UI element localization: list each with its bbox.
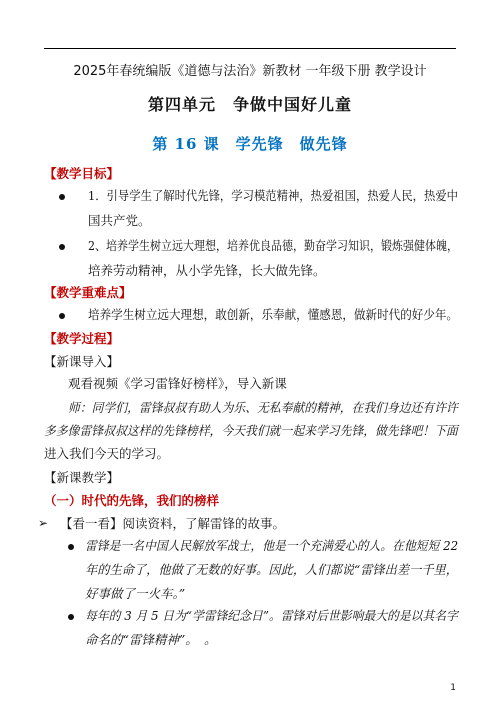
intro-heading: 【新课导入】 [44,354,120,369]
part-1-heading: （一）时代的先锋，我们的榜样 [44,493,220,508]
teaching-heading: 【新课教学】 [44,470,120,485]
lesson-title: 第 16 课 学先锋 做先锋 [152,135,348,153]
intro-paragraph-2-line-2: 多多像雷锋叔叔这样的先锋榜样，今天我们就一起来学习先锋，做先锋吧！下面 [44,423,458,438]
fact-2-line-1: 每年的 3 月 5 日为“学雷锋纪念日”。雷锋对后世影响最大的是以其名字 [85,608,458,623]
fact-1-line-1: 雷锋是一名中国人民解放军战士，他是一个充满爱心的人。在他短短 22 [85,538,459,553]
bullet-icon [59,244,65,250]
fact-2-line-2: 命名的“雷锋精神”。 。 [85,632,217,647]
unit-title: 第四单元 争做中国好儿童 [147,95,352,114]
intro-paragraph-1: 观看视频《学习雷锋好榜样》，导入新课 [68,376,287,391]
goal-1-line-1: 1．引导学生了解时代先锋，学习模范精神，热爱祖国，热爱人民，热爱中 [88,188,459,203]
goals-heading: 【教学目标】 [44,166,120,181]
page-number: 1 [450,683,456,693]
bullet-icon [59,313,65,319]
process-heading: 【教学过程】 [44,331,120,346]
goal-2-line-1: 2、培养学生树立远大理想，培养优良品德，勤奋学习知识，锻炼强健体魄， [88,238,459,253]
look-instruction: 【看一看】阅读资料，了解雷锋的故事。 [60,516,286,531]
intro-paragraph-2-line-1: 师：同学们，雷锋叔叔有助人为乐、无私奉献的精神，在我们身边还有许许 [68,400,458,415]
header-rule [44,48,456,49]
goal-2-line-2: 培养劳动精神，从小学先锋，长大做先锋。 [88,263,326,278]
bullet-icon [59,194,65,200]
bullet-icon [68,544,74,550]
key-point-1: 培养学生树立远大理想，敢创新，乐奉献，懂感恩，做新时代的好少年。 [88,307,459,322]
arrow-bullet-icon: ➢ [38,516,49,530]
goal-1-line-2: 国共产党。 [88,213,151,228]
fact-1-line-2: 年的生命了，他做了无数的好事。因此，人们都说“雷锋出差一千里， [85,562,459,577]
bullet-icon [68,614,74,620]
fact-1-line-3: 好事做了一火车。” [85,586,186,601]
document-header: 2025年春统编版《道德与法治》新教材 一年级下册 教学设计 [73,64,427,79]
key-points-heading: 【教学重难点】 [44,285,132,300]
intro-paragraph-2-line-3: 进入我们今天的学习。 [44,446,170,461]
